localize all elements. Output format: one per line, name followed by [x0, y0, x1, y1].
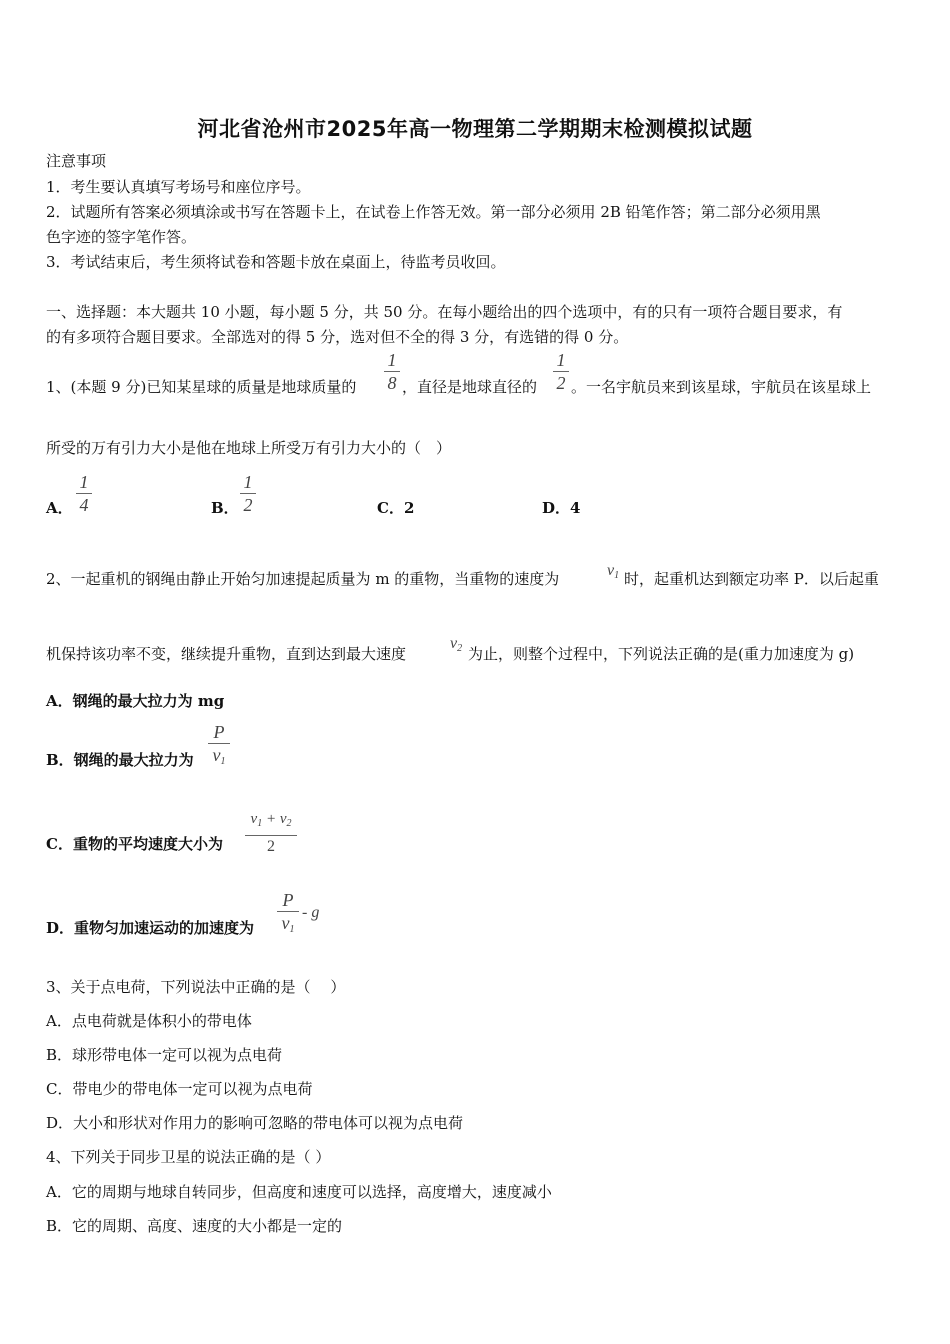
fraction-numerator: P: [213, 722, 225, 742]
q3-option-c: C．带电少的带电体一定可以视为点电荷: [46, 1080, 313, 1098]
question-2-stem: 2、一起重机的钢绳由静止开始匀加速提起质量为 m 的重物，当重物的速度为: [46, 570, 560, 588]
q2-option-d: D．重物匀加速运动的加速度为: [46, 919, 255, 937]
fraction-denominator: $v_1$: [281, 913, 295, 935]
q3-option-d: D．大小和形状对作用力的影响可忽略的带电体可以视为点电荷: [46, 1114, 464, 1132]
section-instructions: 的有多项符合题目要求。全部选对的得 5 分，选对但不全的得 3 分，有选错的得 0 分。: [46, 328, 629, 346]
q2-option-c: C．重物的平均速度大小为: [46, 835, 223, 853]
option-label: D．: [542, 499, 571, 517]
notice-item: 色字迹的签字笔作答。: [46, 228, 197, 246]
q4-option-a: A．它的周期与地球自转同步，但高度和速度可以选择，高度增大，速度减小: [46, 1183, 552, 1201]
notice-item: 3．考试结束后，考生须将试卷和答题卡放在桌面上，待监考员收回。: [46, 253, 506, 271]
q1-option-d: [542, 498, 580, 518]
q1-text-part3: 。一名宇航员来到该星球，宇航员在该星球上: [571, 378, 872, 396]
fraction-denominator: 2: [267, 838, 275, 855]
q2-option-a: A．钢绳的最大拉力为 mg: [46, 692, 225, 710]
question-3-stem: 3、关于点电荷，下列说法中正确的是（ ）: [46, 978, 346, 996]
q1-option-a-label: A．: [46, 499, 73, 517]
q1-fraction-2: [553, 350, 569, 393]
q2-text-part2: 时，起重机达到额定功率 P．以后起重: [624, 570, 879, 588]
option-value: 2: [403, 499, 415, 517]
question-1-stem: [46, 377, 356, 397]
q1-text-part2: ，直径是地球直径的: [402, 378, 538, 396]
fraction-denominator: $v_1$: [212, 745, 226, 767]
fraction-numerator: 1: [556, 350, 566, 370]
q3-option-a: A．点电荷就是体积小的带电体: [46, 1012, 252, 1030]
fraction-numerator: P: [282, 890, 294, 910]
fraction-numerator: $v_1 + v_2$: [250, 811, 292, 829]
option-value: 4: [570, 499, 581, 517]
q4-option-b: B．它的周期、高度、速度的大小都是一定的: [46, 1217, 343, 1235]
page-title: 河北省沧州市2025年高一物理第二学期期末检测模拟试题: [197, 117, 753, 141]
fraction-denominator: 4: [79, 495, 89, 515]
q3-option-b: B．球形带电体一定可以视为点电荷: [46, 1046, 283, 1064]
q1-option-b-fraction: [240, 472, 256, 515]
notice-item: 1．考生要认真填写考场号和座位序号。: [46, 178, 311, 196]
section-instructions: 一、选择题：本大题共 10 小题，每小题 5 分，共 50 分。在每小题给出的四个选项中，有的只有一项符合题目要求，有: [46, 303, 843, 321]
fraction-numerator: 1: [79, 472, 89, 492]
fraction-numerator: 1: [243, 472, 253, 492]
q1-option-a-fraction: [76, 472, 92, 515]
question-4-stem: 4、下列关于同步卫星的说法正确的是（ ）: [46, 1148, 331, 1166]
q2-option-c-fraction: [245, 809, 297, 857]
q2-option-b: B．钢绳的最大拉力为: [46, 751, 194, 769]
q1-text-line2: 所受的万有引力大小是他在地球上所受万有引力大小的（ ）: [46, 439, 452, 457]
q2-text-line2b: 为止，则整个过程中，下列说法正确的是(重力加速度为 g): [468, 645, 855, 663]
notice-item: 2．试题所有答案必须填涂或书写在答题卡上，在试卷上作答无效。第一部分必须用 2B 铅笔作答；第二部分必须用黑: [46, 203, 821, 221]
notice-heading: 注意事项: [46, 152, 107, 170]
q1-option-c: [377, 498, 414, 518]
fraction-denominator: 2: [243, 495, 253, 515]
q1-text-part1: 1、(本题 9 分)已知某星球的质量是地球质量的: [46, 378, 357, 396]
q1-fraction-1: [384, 350, 400, 393]
fraction-denominator: 8: [387, 373, 397, 393]
fraction-denominator: 2: [556, 373, 566, 393]
q2-option-d-fraction: [277, 890, 299, 940]
q2-symbol-v2: $v_2$: [450, 635, 463, 654]
fraction-numerator: 1: [387, 350, 397, 370]
q1-option-b-label: B．: [211, 499, 239, 517]
q2-text-line2a: 机保持该功率不变，继续提升重物，直到达到最大速度: [46, 645, 407, 663]
q2-symbol-v1: $v_1$: [607, 562, 620, 581]
option-label: C．: [377, 499, 404, 517]
q2-option-d-tail: - g: [302, 904, 320, 921]
q2-option-b-fraction: [208, 722, 230, 772]
